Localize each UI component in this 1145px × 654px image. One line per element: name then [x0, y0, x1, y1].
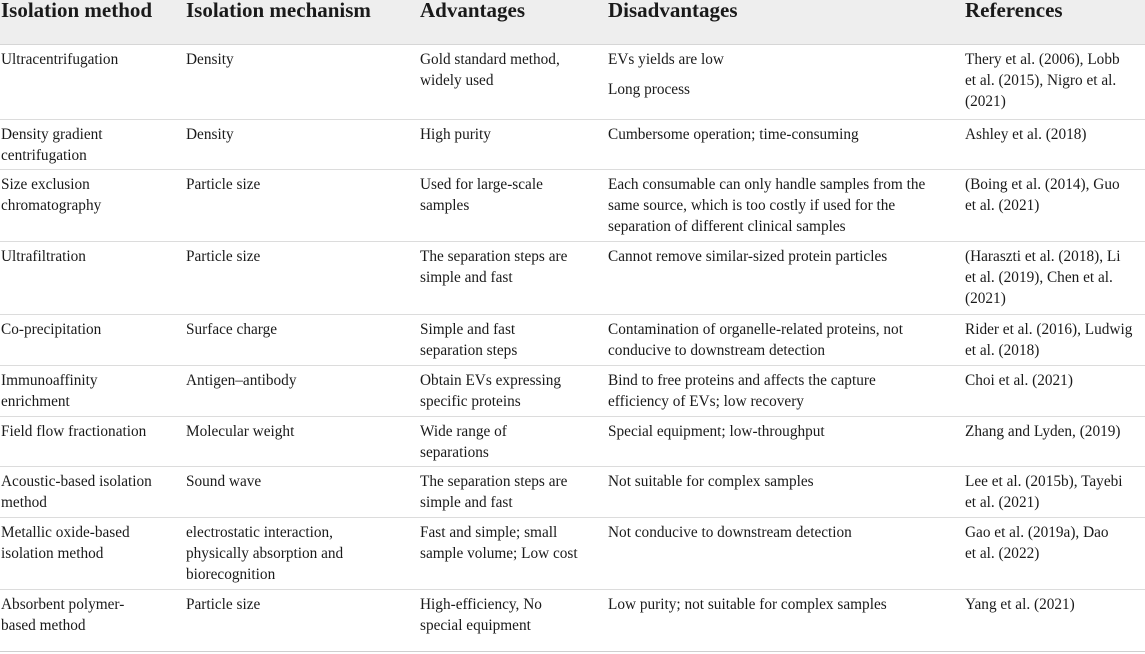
cell-line: Used for large-scale: [420, 176, 543, 193]
cell-line: Cannot remove similar-sized protein particles: [608, 248, 888, 265]
cell-line: The separation steps are: [420, 248, 568, 265]
table-row: [0, 242, 1145, 315]
cell-line: Simple and fast: [420, 321, 516, 338]
cell-advantages: [420, 467, 608, 517]
cell-mechanism: [186, 45, 420, 119]
table-row: [0, 518, 1145, 590]
cell-line: Choi et al. (2021): [965, 372, 1073, 389]
cell-method: [0, 315, 186, 365]
cell-references: [965, 315, 1145, 365]
cell-disadvantages: [608, 315, 965, 365]
cell-method: [0, 590, 186, 651]
line-gap: [608, 70, 965, 79]
cell-line: Field flow fractionation: [1, 423, 147, 440]
cell-mechanism: [186, 120, 420, 169]
cell-line: Absorbent polymer-: [1, 596, 125, 613]
cell-line: Antigen–antibody: [186, 372, 297, 389]
cell-line: Co-precipitation: [1, 321, 102, 338]
cell-line: electrostatic interaction,: [186, 524, 333, 541]
header-isolation-method: Isolation method: [1, 0, 153, 22]
cell-line: Not conducive to downstream detection: [608, 524, 852, 541]
cell-disadvantages: [608, 170, 965, 241]
cell-line: enrichment: [1, 393, 70, 410]
cell-line: Density: [186, 51, 234, 68]
cell-line: Rider et al. (2016), Ludwig: [965, 321, 1133, 338]
cell-method: [0, 242, 186, 314]
cell-line: High-efficiency, No: [420, 596, 542, 613]
cell-line: physically absorption and: [186, 545, 344, 562]
cell-line: Gold standard method,: [420, 51, 560, 68]
cell-advantages: [420, 590, 608, 651]
cell-line: separation steps: [420, 342, 518, 359]
cell-method: [0, 518, 186, 589]
cell-line: centrifugation: [1, 147, 87, 164]
cell-line: Density: [186, 126, 234, 143]
cell-line: Molecular weight: [186, 423, 295, 440]
cell-advantages: [420, 518, 608, 589]
cell-line: Lee et al. (2015b), Tayebi: [965, 473, 1123, 490]
cell-line: Wide range of: [420, 423, 507, 440]
cell-mechanism: [186, 590, 420, 651]
cell-line: chromatography: [1, 197, 102, 214]
cell-line: Ultrafiltration: [1, 248, 86, 265]
cell-mechanism: [186, 366, 420, 416]
table-row: [0, 590, 1145, 652]
cell-line: Immunoaffinity: [1, 372, 98, 389]
cell-line: simple and fast: [420, 269, 513, 286]
cell-line: method: [1, 494, 47, 511]
cell-line: Zhang and Lyden, (2019): [965, 423, 1121, 440]
cell-line: Ultracentrifugation: [1, 51, 119, 68]
cell-disadvantages: [608, 366, 965, 416]
table-row: [0, 120, 1145, 170]
cell-disadvantages: [608, 45, 965, 119]
cell-line: Size exclusion: [1, 176, 90, 193]
cell-line: Low purity; not suitable for complex samples: [608, 596, 887, 613]
cell-line: Ashley et al. (2018): [965, 126, 1087, 143]
cell-line: EVs yields are low: [608, 51, 724, 68]
cell-disadvantages: [608, 518, 965, 589]
cell-line: biorecognition: [186, 566, 276, 583]
table-row: [0, 45, 1145, 120]
cell-line: specific proteins: [420, 393, 521, 410]
cell-mechanism: [186, 315, 420, 365]
cell-mechanism: [186, 417, 420, 466]
cell-line: simple and fast: [420, 494, 513, 511]
cell-line: Yang et al. (2021): [965, 596, 1075, 613]
cell-line: High purity: [420, 126, 491, 143]
cell-line: separations: [420, 444, 489, 461]
cell-line: Metallic oxide-based: [1, 524, 130, 541]
cell-line: Particle size: [186, 596, 261, 613]
cell-line: Contamination of organelle-related proteins, not: [608, 321, 903, 338]
cell-line: et al. (2015), Nigro et al.: [965, 72, 1117, 89]
cell-method: [0, 170, 186, 241]
cell-advantages: [420, 242, 608, 314]
cell-references: [965, 366, 1145, 416]
cell-references: [965, 170, 1145, 241]
cell-line: widely used: [420, 72, 494, 89]
cell-line: isolation method: [1, 545, 104, 562]
cell-line: Long process: [608, 81, 690, 98]
cell-method: [0, 45, 186, 119]
cell-line: The separation steps are: [420, 473, 568, 490]
cell-line: Particle size: [186, 248, 261, 265]
cell-advantages: [420, 45, 608, 119]
cell-line: Thery et al. (2006), Lobb: [965, 51, 1120, 68]
cell-disadvantages: [608, 590, 965, 651]
cell-line: (2021): [965, 93, 1006, 110]
cell-line: Gao et al. (2019a), Dao: [965, 524, 1109, 541]
cell-method: [0, 120, 186, 169]
table-row: [0, 170, 1145, 242]
cell-references: [965, 120, 1145, 169]
cell-references: [965, 467, 1145, 517]
cell-method: [0, 467, 186, 517]
cell-line: based method: [1, 617, 86, 634]
cell-line: special equipment: [420, 617, 531, 634]
cell-line: (2021): [965, 290, 1006, 307]
cell-disadvantages: [608, 467, 965, 517]
table-row: [0, 467, 1145, 518]
cell-line: Surface charge: [186, 321, 278, 338]
cell-line: Cumbersome operation; time-consuming: [608, 126, 859, 143]
cell-line: Particle size: [186, 176, 261, 193]
cell-line: sample volume; Low cost: [420, 545, 578, 562]
cell-advantages: [420, 315, 608, 365]
cell-method: [0, 366, 186, 416]
cell-line: et al. (2021): [965, 494, 1040, 511]
table-header-row: [0, 0, 1145, 45]
header-advantages: Advantages: [420, 0, 526, 22]
cell-advantages: [420, 170, 608, 241]
cell-line: Special equipment; low-throughput: [608, 423, 825, 440]
cell-disadvantages: [608, 417, 965, 466]
cell-method: [0, 417, 186, 466]
cell-line: et al. (2019), Chen et al.: [965, 269, 1113, 286]
cell-references: [965, 518, 1145, 589]
cell-mechanism: [186, 170, 420, 241]
cell-line: Acoustic-based isolation: [1, 473, 152, 490]
cell-line: separation of different clinical samples: [608, 218, 846, 235]
table-row: [0, 315, 1145, 366]
cell-line: et al. (2018): [965, 342, 1040, 359]
cell-line: Bind to free proteins and affects the capture: [608, 372, 876, 389]
cell-line: conducive to downstream detection: [608, 342, 826, 359]
cell-line: Each consumable can only handle samples from the: [608, 176, 926, 193]
cell-advantages: [420, 366, 608, 416]
cell-disadvantages: [608, 242, 965, 314]
cell-line: Obtain EVs expressing: [420, 372, 562, 389]
cell-advantages: [420, 417, 608, 466]
cell-line: Density gradient: [1, 126, 103, 143]
cell-line: (Haraszti et al. (2018), Li: [965, 248, 1121, 265]
cell-references: [965, 590, 1145, 651]
cell-mechanism: [186, 467, 420, 517]
cell-references: [965, 242, 1145, 314]
header-disadvantages: Disadvantages: [608, 0, 738, 22]
cell-line: same source, which is too costly if used for the: [608, 197, 896, 214]
cell-line: (Boing et al. (2014), Guo: [965, 176, 1120, 193]
cell-advantages: [420, 120, 608, 169]
table-row: [0, 417, 1145, 467]
cell-line: Sound wave: [186, 473, 262, 490]
cell-line: efficiency of EVs; low recovery: [608, 393, 804, 410]
header-references: References: [965, 0, 1063, 22]
cell-mechanism: [186, 518, 420, 589]
header-isolation-mechanism: Isolation mechanism: [186, 0, 371, 22]
cell-line: samples: [420, 197, 470, 214]
cell-line: Not suitable for complex samples: [608, 473, 814, 490]
cell-references: [965, 45, 1145, 119]
cell-mechanism: [186, 242, 420, 314]
cell-line: Fast and simple; small: [420, 524, 558, 541]
cell-references: [965, 417, 1145, 466]
cell-disadvantages: [608, 120, 965, 169]
cell-line: et al. (2022): [965, 545, 1040, 562]
cell-line: et al. (2021): [965, 197, 1040, 214]
table-row: [0, 366, 1145, 417]
